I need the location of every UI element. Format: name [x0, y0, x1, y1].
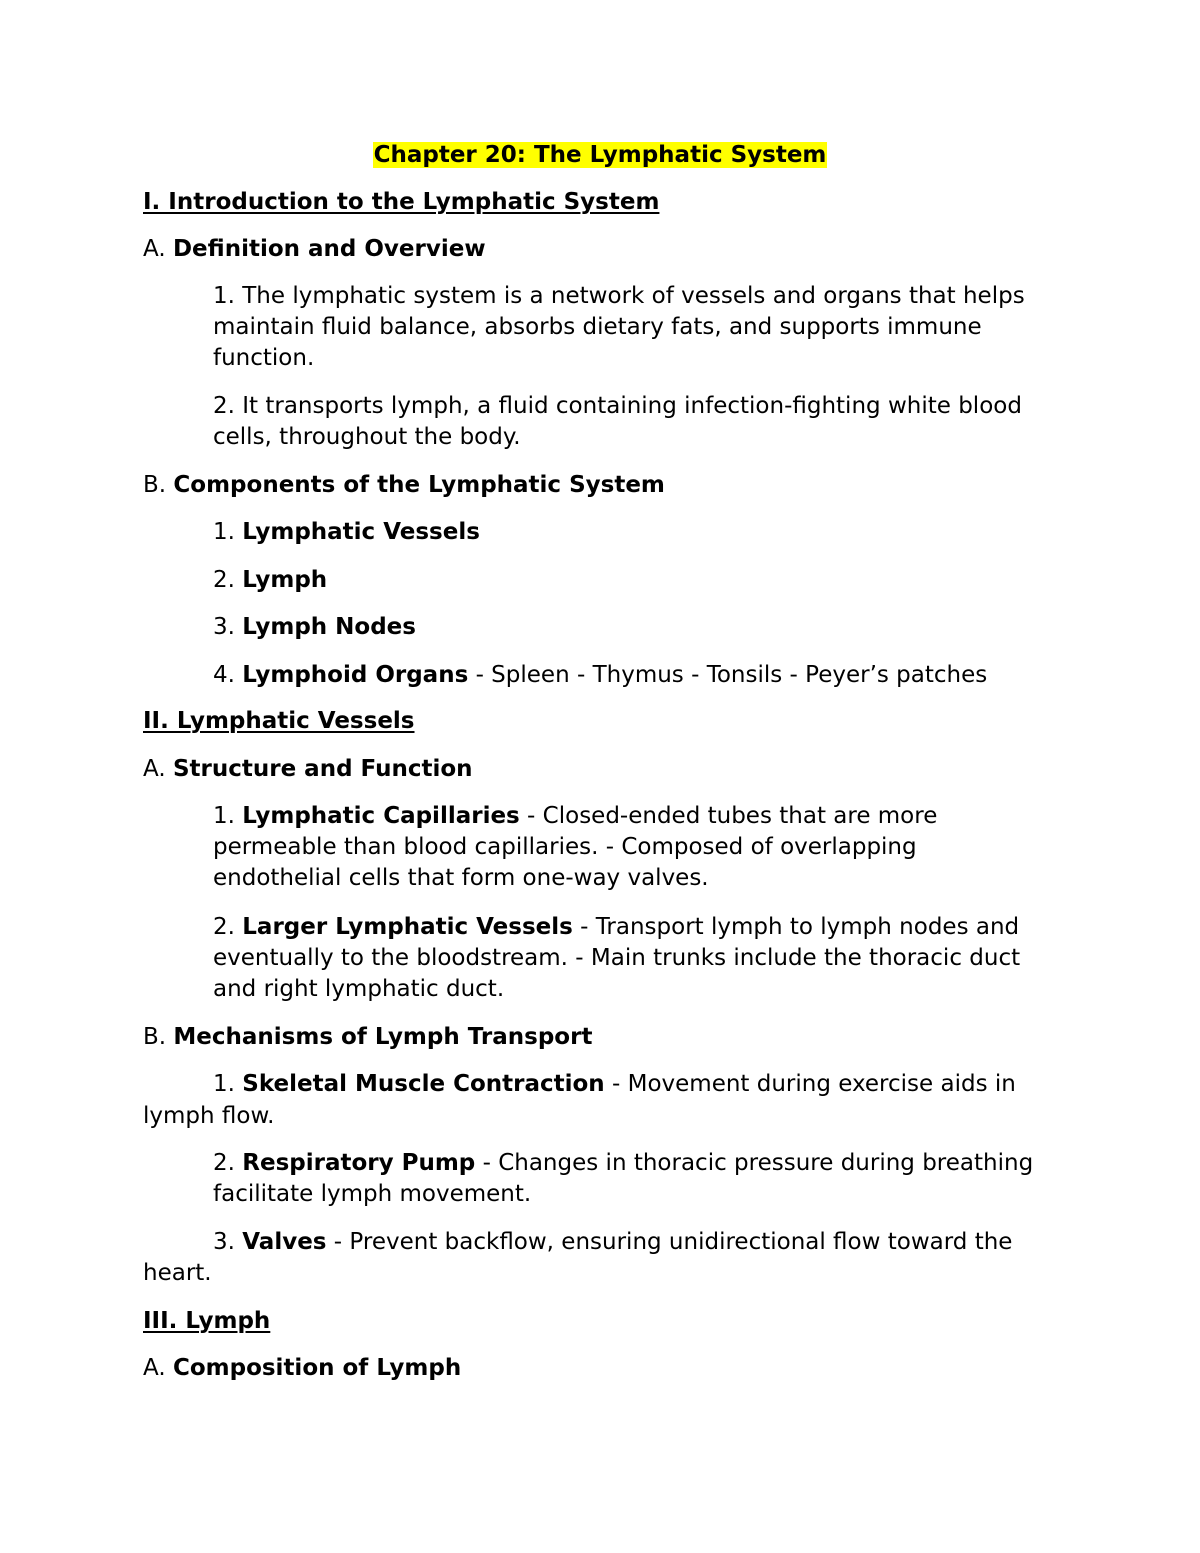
title-highlight: Chapter 20: The Lymphatic System — [373, 142, 827, 168]
list-item-2a-1 — [213, 801, 937, 894]
item-text-line: facilitate lymph movement. — [213, 1181, 532, 1207]
item-label: Lymphoid Organs — [242, 662, 469, 688]
item-text-line — [213, 801, 937, 832]
item-label: Skeletal Muscle Contraction — [242, 1071, 605, 1097]
list-item-1b-2 — [213, 565, 327, 596]
subsection-3a — [143, 1353, 461, 1384]
section-heading-1: I. Introduction to the Lymphatic System — [143, 189, 660, 215]
item-label: Respiratory Pump — [242, 1150, 476, 1176]
item-number: 1. — [213, 1071, 243, 1097]
item-text: - Transport lymph to lymph nodes and — [572, 914, 1020, 940]
list-item-1a-2 — [213, 391, 1022, 453]
document-title — [0, 140, 1200, 171]
subsection-prefix: A. — [143, 1355, 173, 1381]
item-text: - Changes in thoracic pressure during breathing — [475, 1150, 1034, 1176]
item-text-line: eventually to the bloodstream. - Main trunks include the thoracic duct — [213, 945, 1021, 971]
item-text: - Prevent backflow, ensuring unidirectional flow toward the — [326, 1229, 1013, 1255]
subsection-prefix: A. — [143, 756, 173, 782]
item-number: 1. — [213, 803, 243, 829]
list-item-2b-3 — [213, 1227, 1012, 1258]
item-text: - Closed-ended tubes that are more — [519, 803, 938, 829]
item-text-line — [213, 1148, 1033, 1179]
subsection-title: Mechanisms of Lymph Transport — [173, 1024, 593, 1050]
item-label: Valves — [242, 1229, 327, 1255]
item-number: 3. — [213, 1229, 243, 1255]
list-item-2b-2 — [213, 1148, 1033, 1210]
item-text: - Movement during exercise aids in — [604, 1071, 1016, 1097]
item-text-line: 1. The lymphatic system is a network of vessels and organs that helps — [213, 283, 1025, 309]
item-number: 1. — [213, 519, 243, 545]
item-label: Lymph — [242, 567, 328, 593]
item-text-line: 2. It transports lymph, a fluid containing infection-fighting white blood — [213, 393, 1022, 419]
subsection-title: Structure and Function — [172, 756, 473, 782]
item-number: 2. — [213, 567, 243, 593]
list-item-1b-3 — [213, 612, 416, 643]
list-item-2b-3-continuation: heart. — [143, 1260, 212, 1286]
subsection-1a — [143, 234, 486, 265]
list-item-2a-2 — [213, 912, 1020, 1005]
item-number: 4. — [213, 662, 243, 688]
item-text-line — [213, 912, 1020, 943]
subsection-title: Composition of Lymph — [172, 1355, 462, 1381]
item-label: Lymphatic Vessels — [242, 519, 480, 545]
item-label: Lymphatic Capillaries — [242, 803, 520, 829]
subsection-2a — [143, 754, 473, 785]
item-text: - Spleen - Thymus - Tonsils - Peyer’s patches — [468, 662, 988, 688]
list-item-1a-1 — [213, 281, 1025, 374]
item-label: Larger Lymphatic Vessels — [242, 914, 573, 940]
item-text-line: maintain fluid balance, absorbs dietary fats, and supports immune — [213, 314, 982, 340]
list-item-1b-4 — [213, 660, 987, 691]
item-number: 2. — [213, 914, 243, 940]
item-text-line: permeable than blood capillaries. - Composed of overlapping — [213, 834, 917, 860]
item-text-line: and right lymphatic duct. — [213, 976, 505, 1002]
subsection-prefix: B. — [143, 1024, 174, 1050]
list-item-2b-1 — [213, 1069, 1016, 1100]
item-text-line: endothelial cells that form one-way valves. — [213, 865, 709, 891]
section-heading-3: III. Lymph — [143, 1308, 271, 1334]
item-number: 3. — [213, 614, 243, 640]
subsection-2b — [143, 1022, 592, 1053]
item-text-line: function. — [213, 345, 315, 371]
list-item-2b-1-continuation: lymph flow. — [143, 1103, 275, 1129]
section-heading-2: II. Lymphatic Vessels — [143, 708, 415, 734]
subsection-prefix: A. — [143, 236, 173, 262]
item-label: Lymph Nodes — [242, 614, 416, 640]
subsection-prefix: B. — [143, 472, 174, 498]
subsection-1b — [143, 470, 665, 501]
subsection-title: Definition and Overview — [172, 236, 486, 262]
list-item-1b-1 — [213, 517, 480, 548]
item-text-line: cells, throughout the body. — [213, 424, 521, 450]
item-number: 2. — [213, 1150, 243, 1176]
subsection-title: Components of the Lymphatic System — [173, 472, 665, 498]
